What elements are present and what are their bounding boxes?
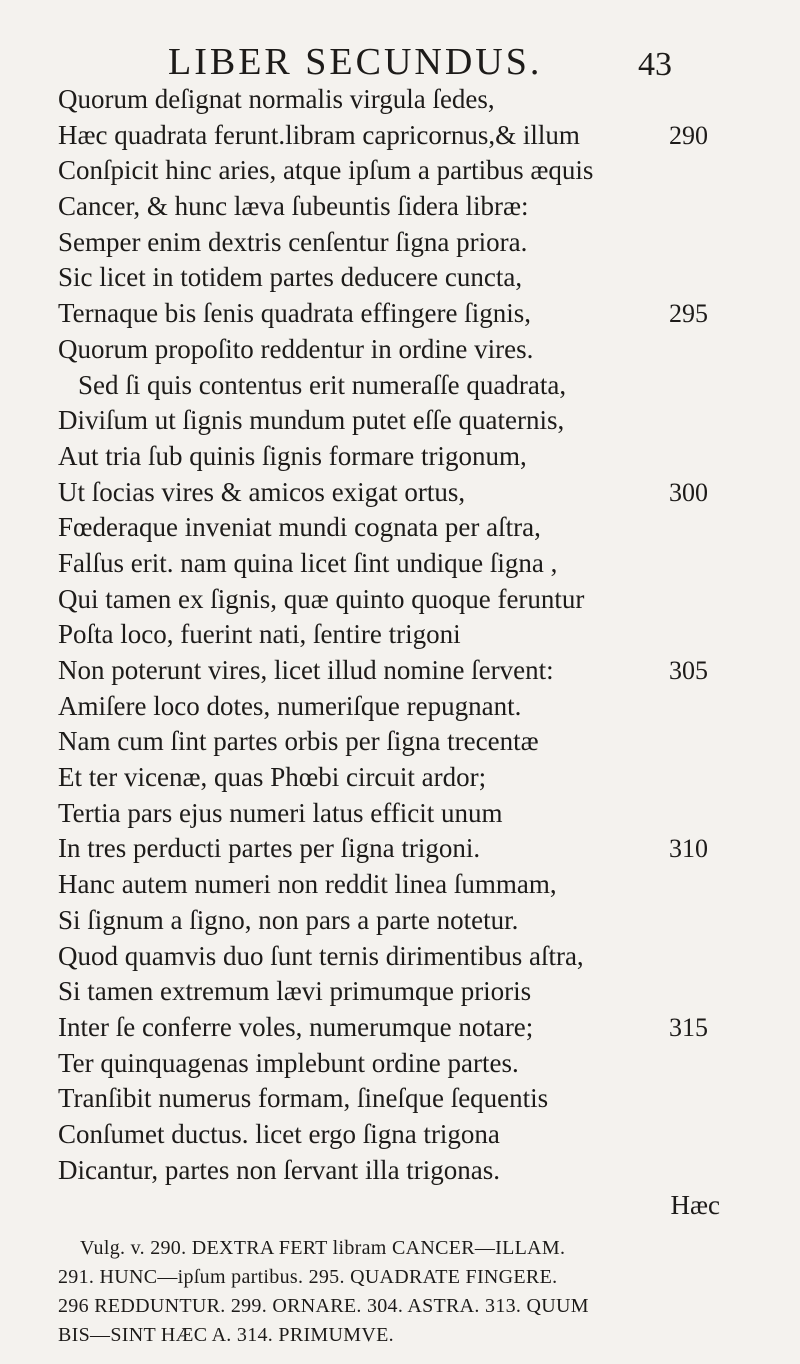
verse-text: Falſus erit. nam quina licet ſint undique ſigna , bbox=[58, 547, 558, 578]
line-number: 315 bbox=[669, 1012, 708, 1042]
verse-line bbox=[0, 903, 800, 939]
verse-line bbox=[0, 653, 800, 689]
verse-line bbox=[0, 796, 800, 832]
verse-line bbox=[0, 475, 800, 511]
verse-text: Diviſum ut ſignis mundum putet eſſe quaternis, bbox=[58, 405, 565, 436]
verse-line bbox=[0, 939, 800, 975]
verse-line bbox=[0, 118, 800, 154]
verse-text: Poſta loco, fuerint nati, ſentire trigoni bbox=[58, 619, 461, 650]
page-header bbox=[0, 36, 800, 86]
verse-text: Sic licet in totidem partes deducere cuncta, bbox=[58, 262, 523, 293]
verse-text: Quorum deſignat normalis virgula ſedes, bbox=[58, 84, 495, 114]
verse-line bbox=[0, 689, 800, 725]
verse-line bbox=[0, 1153, 800, 1189]
verse-text: Quorum propoſito reddentur in ordine vires. bbox=[58, 333, 534, 364]
verse-line bbox=[0, 403, 800, 439]
verse-line bbox=[0, 724, 800, 760]
verse-line bbox=[0, 510, 800, 546]
footnote-line: 291. HUNC—ipſum partibus. 295. QUADRATE FINGERE. bbox=[58, 1266, 558, 1288]
verse-line bbox=[0, 1046, 800, 1082]
verse-text: Et ter vicenæ, quas Phœbi circuit ardor; bbox=[58, 762, 487, 793]
verse-text: Nam cum ſint partes orbis per ſigna trecentæ bbox=[58, 726, 539, 757]
line-number: 295 bbox=[669, 299, 708, 329]
verse-text: Dicantur, partes non ſervant illa trigonas. bbox=[58, 1154, 501, 1185]
verse-text: Fœderaque inveniat mundi cognata per aſtra, bbox=[58, 512, 541, 543]
line-number: 305 bbox=[669, 656, 708, 685]
running-head: LIBER SECUNDUS. bbox=[168, 41, 543, 83]
verse-text: Si ſignum a ſigno, non pars a parte notetur. bbox=[58, 904, 519, 935]
verse-text: Cancer, & hunc læva ſubeuntis ſidera libræ: bbox=[58, 191, 529, 222]
verse-text: Hanc autem numeri non reddit linea ſummam, bbox=[58, 869, 557, 900]
verse-line bbox=[0, 582, 800, 618]
verse-text: Si tamen extremum lævi primumque prioris bbox=[58, 976, 532, 1007]
verse-line bbox=[0, 760, 800, 796]
verse-line bbox=[0, 831, 800, 867]
verse-text: Hæc quadrata ferunt.libram capricornus,& illum bbox=[58, 119, 580, 150]
verse-line bbox=[0, 153, 800, 189]
verse-text: Quod quamvis duo ſunt ternis dirimentibus aſtra, bbox=[58, 940, 584, 971]
line-number: 300 bbox=[669, 477, 708, 507]
catchword: Hæc bbox=[670, 1190, 720, 1221]
verse-line bbox=[0, 867, 800, 903]
verse-line bbox=[0, 1010, 800, 1046]
verse-text: Amiſere loco dotes, numeriſque repugnant. bbox=[58, 690, 522, 721]
page-number: 43 bbox=[638, 46, 672, 83]
verse-line bbox=[0, 82, 800, 118]
verse-text: Aut tria ſub quinis ſignis formare trigonum, bbox=[58, 440, 527, 471]
verse-text: In tres perducti partes per ſigna trigoni. bbox=[58, 833, 481, 864]
verse-text: Ter quinquagenas implebunt ordine partes. bbox=[58, 1047, 519, 1078]
verse-text: Conſpicit hinc aries, atque ipſum a partibus æquis bbox=[58, 155, 594, 186]
verse-text: Ternaque bis ſenis quadrata effingere ſignis, bbox=[58, 298, 531, 329]
verse-text: Tranſibit numerus formam, ſineſque ſequentis bbox=[58, 1083, 549, 1114]
verse-text: Conſumet ductus. licet ergo ſigna trigona bbox=[58, 1118, 500, 1149]
line-number: 310 bbox=[669, 834, 708, 864]
verse-line bbox=[0, 1081, 800, 1117]
footnote-line: Vulg. v. 290. DEXTRA FERT libram CANCER—ILLAM. bbox=[80, 1237, 566, 1259]
verse-line bbox=[0, 617, 800, 653]
verse-text: Tertia pars ejus numeri latus efficit unum bbox=[58, 797, 503, 828]
verse-line bbox=[0, 296, 800, 332]
verse-text: Non poterunt vires, licet illud nomine ſervent: bbox=[58, 655, 554, 685]
verse-text: Inter ſe conferre voles, numerumque notare; bbox=[58, 1011, 534, 1042]
verse-line bbox=[0, 189, 800, 225]
footnotes bbox=[58, 1234, 758, 1350]
verse-line bbox=[0, 1188, 800, 1224]
verse-line bbox=[0, 225, 800, 261]
verse-text: Sed ſi quis contentus erit numeraſſe quadrata, bbox=[78, 369, 567, 400]
verse-line bbox=[0, 546, 800, 582]
verse-text: Ut ſocias vires & amicos exigat ortus, bbox=[58, 476, 466, 507]
verse-line bbox=[0, 332, 800, 368]
verse-line bbox=[0, 439, 800, 475]
footnote-line: BIS—SINT HÆC A. 314. PRIMUMVE. bbox=[58, 1324, 394, 1346]
line-number: 290 bbox=[669, 120, 708, 150]
verse-line bbox=[0, 368, 800, 404]
verse-text: Semper enim dextris cenſentur ſigna priora. bbox=[58, 226, 528, 257]
verse-line bbox=[0, 260, 800, 296]
footnote-line: 296 REDDUNTUR. 299. ORNARE. 304. ASTRA. 313. QUUM bbox=[58, 1295, 589, 1317]
verse-text: Qui tamen ex ſignis, quæ quinto quoque feruntur bbox=[58, 583, 585, 614]
verse-line bbox=[0, 1117, 800, 1153]
verse-block bbox=[0, 82, 800, 1224]
verse-line bbox=[0, 974, 800, 1010]
